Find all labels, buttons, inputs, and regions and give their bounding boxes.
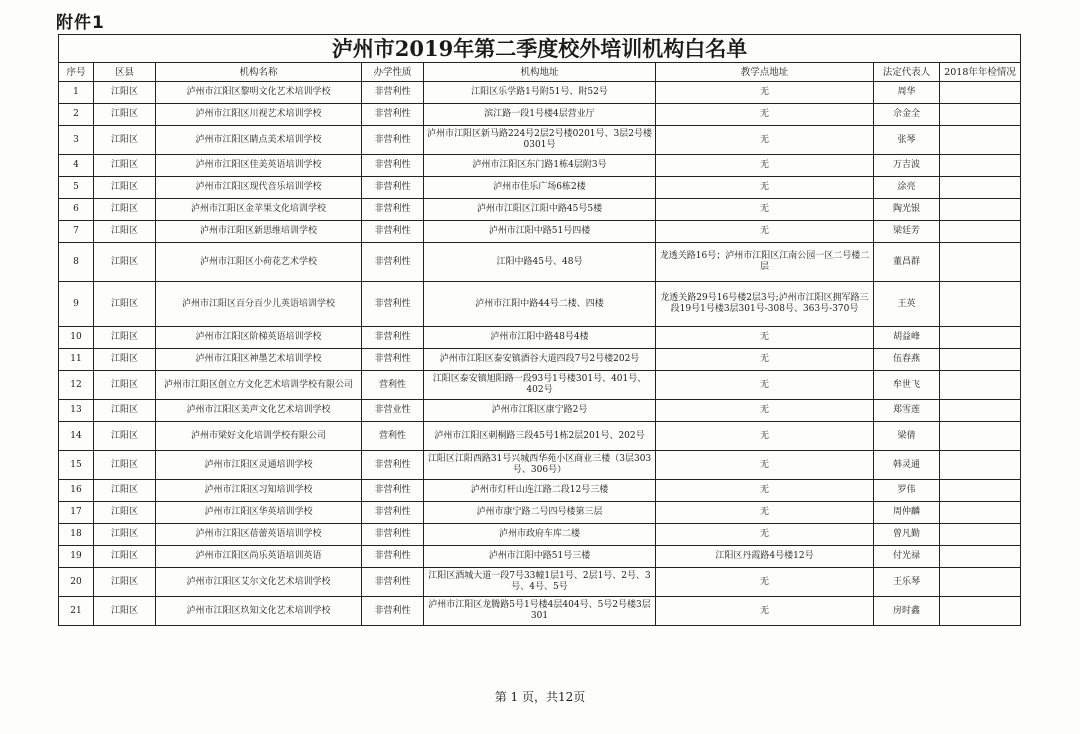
cell-name: 泸州市江阳区新思维培训学校 — [156, 221, 362, 243]
cell-name: 泸州市江阳区神墨艺术培训学校 — [156, 349, 362, 371]
cell-nature: 非营利性 — [362, 502, 424, 524]
cell-name: 泸州市梁好文化培训学校有限公司 — [156, 422, 362, 451]
cell-nature: 非营利性 — [362, 104, 424, 126]
cell-district: 江阳区 — [94, 451, 156, 480]
cell-district: 江阳区 — [94, 199, 156, 221]
table-row — [59, 502, 1021, 524]
cell-district: 江阳区 — [94, 104, 156, 126]
table-row — [59, 282, 1021, 327]
cell-legal-rep: 付光禄 — [874, 546, 940, 568]
cell-district: 江阳区 — [94, 546, 156, 568]
cell-district: 江阳区 — [94, 422, 156, 451]
cell-no: 4 — [59, 155, 94, 177]
cell-legal-rep: 万吉波 — [874, 155, 940, 177]
cell-name: 泸州市江阳区美声文化艺术培训学校 — [156, 400, 362, 422]
cell-no: 16 — [59, 480, 94, 502]
cell-nature: 非营利性 — [362, 349, 424, 371]
table-row — [59, 400, 1021, 422]
cell-no: 19 — [59, 546, 94, 568]
cell-nature: 非营业性 — [362, 400, 424, 422]
cell-inspection — [940, 243, 1021, 282]
cell-address: 泸州市江阳区东门路1栋4层附3号 — [424, 155, 656, 177]
cell-name: 泸州市江阳区艾尔文化艺术培训学校 — [156, 568, 362, 597]
cell-name: 泸州市江阳区创立方文化艺术培训学校有限公司 — [156, 371, 362, 400]
cell-no: 9 — [59, 282, 94, 327]
cell-legal-rep: 曾凡勤 — [874, 524, 940, 546]
cell-legal-rep: 胡益峰 — [874, 327, 940, 349]
page-footer: 第 1 页，共12页 — [494, 690, 586, 704]
cell-district: 江阳区 — [94, 221, 156, 243]
cell-district: 江阳区 — [94, 177, 156, 199]
cell-inspection — [940, 221, 1021, 243]
cell-nature: 非营利性 — [362, 243, 424, 282]
cell-address: 泸州市江阳中路44号二楼、四楼 — [424, 282, 656, 327]
cell-name: 泸州市江阳区睛点美术培训学校 — [156, 126, 362, 155]
cell-inspection — [940, 568, 1021, 597]
cell-address: 泸州市江阳区康宁路2号 — [424, 400, 656, 422]
cell-district: 江阳区 — [94, 371, 156, 400]
cell-address: 滨江路一段1号楼4层营业厅 — [424, 104, 656, 126]
cell-district: 江阳区 — [94, 126, 156, 155]
cell-district: 江阳区 — [94, 597, 156, 626]
cell-address: 江阳区酒城大道一段7号33幢1层1号、2层1号、2号、3号、4号、5号 — [424, 568, 656, 597]
cell-teaching-site: 无 — [656, 221, 874, 243]
cell-nature: 非营利性 — [362, 155, 424, 177]
table-row — [59, 177, 1021, 199]
cell-no: 13 — [59, 400, 94, 422]
cell-district: 江阳区 — [94, 282, 156, 327]
cell-teaching-site: 无 — [656, 480, 874, 502]
cell-teaching-site: 无 — [656, 155, 874, 177]
cell-legal-rep: 董昌群 — [874, 243, 940, 282]
cell-address: 泸州市江阳中路48号4楼 — [424, 327, 656, 349]
table-row — [59, 568, 1021, 597]
cell-teaching-site: 无 — [656, 349, 874, 371]
cell-no: 7 — [59, 221, 94, 243]
cell-no: 2 — [59, 104, 94, 126]
cell-no: 5 — [59, 177, 94, 199]
cell-nature: 非营利性 — [362, 177, 424, 199]
cell-teaching-site: 无 — [656, 104, 874, 126]
cell-inspection — [940, 282, 1021, 327]
header-name: 机构名称 — [156, 63, 362, 82]
header-address: 机构地址 — [424, 63, 656, 82]
cell-inspection — [940, 546, 1021, 568]
cell-name: 泸州市江阳区阶梯英语培训学校 — [156, 327, 362, 349]
cell-teaching-site: 无 — [656, 524, 874, 546]
cell-teaching-site: 无 — [656, 177, 874, 199]
header-nature: 办学性质 — [362, 63, 424, 82]
cell-name: 泸州市江阳区黎明文化艺术培训学校 — [156, 82, 362, 104]
cell-district: 江阳区 — [94, 524, 156, 546]
cell-address: 泸州市江阳区新马路224号2层2号楼0201号、3层2号楼0301号 — [424, 126, 656, 155]
cell-legal-rep: 罗伟 — [874, 480, 940, 502]
table-row — [59, 371, 1021, 400]
cell-legal-rep: 王乐琴 — [874, 568, 940, 597]
cell-inspection — [940, 400, 1021, 422]
cell-inspection — [940, 177, 1021, 199]
table-row — [59, 480, 1021, 502]
cell-name: 泸州市江阳区金苹果文化培训学校 — [156, 199, 362, 221]
header-no: 序号 — [59, 63, 94, 82]
cell-teaching-site: 无 — [656, 568, 874, 597]
cell-nature: 非营利性 — [362, 451, 424, 480]
table-row — [59, 82, 1021, 104]
table-row — [59, 597, 1021, 626]
cell-no: 18 — [59, 524, 94, 546]
cell-legal-rep: 伍春燕 — [874, 349, 940, 371]
table-row — [59, 126, 1021, 155]
cell-teaching-site: 无 — [656, 199, 874, 221]
cell-address: 泸州市江阳中路51号三楼 — [424, 546, 656, 568]
cell-nature: 非营利性 — [362, 524, 424, 546]
cell-inspection — [940, 155, 1021, 177]
cell-legal-rep: 梁倩 — [874, 422, 940, 451]
cell-no: 21 — [59, 597, 94, 626]
header-district: 区县 — [94, 63, 156, 82]
cell-inspection — [940, 371, 1021, 400]
cell-name: 泸州市江阳区佳美英语培训学校 — [156, 155, 362, 177]
cell-teaching-site: 无 — [656, 597, 874, 626]
whitelist-table — [58, 34, 1021, 626]
cell-name: 泸州市江阳区百分百少儿英语培训学校 — [156, 282, 362, 327]
cell-address: 泸州市灯杆山连江路二段12号三楼 — [424, 480, 656, 502]
cell-inspection — [940, 82, 1021, 104]
cell-teaching-site: 龙透关路29号16号楼2层3号;泸州市江阳区拥军路三段19号1号楼3层301号-308号、363号-370号 — [656, 282, 874, 327]
header-legal-rep: 法定代表人 — [874, 63, 940, 82]
cell-nature: 营利性 — [362, 371, 424, 400]
cell-address: 泸州市江阳区江阳中路45号5楼 — [424, 199, 656, 221]
cell-address: 江阳中路45号、48号 — [424, 243, 656, 282]
cell-teaching-site: 无 — [656, 422, 874, 451]
cell-inspection — [940, 480, 1021, 502]
cell-address: 泸州市政府车库二楼 — [424, 524, 656, 546]
cell-no: 6 — [59, 199, 94, 221]
cell-district: 江阳区 — [94, 568, 156, 597]
cell-legal-rep: 梁廷芳 — [874, 221, 940, 243]
cell-nature: 非营利性 — [362, 568, 424, 597]
cell-nature: 非营利性 — [362, 221, 424, 243]
cell-district: 江阳区 — [94, 400, 156, 422]
cell-no: 14 — [59, 422, 94, 451]
header-inspection: 2018年年检情况 — [940, 63, 1021, 82]
cell-nature: 非营利性 — [362, 199, 424, 221]
cell-address: 泸州市江阳中路51号四楼 — [424, 221, 656, 243]
table-row — [59, 221, 1021, 243]
cell-legal-rep: 周华 — [874, 82, 940, 104]
cell-legal-rep: 牟世飞 — [874, 371, 940, 400]
cell-teaching-site: 无 — [656, 502, 874, 524]
cell-nature: 营利性 — [362, 422, 424, 451]
cell-inspection — [940, 524, 1021, 546]
table-row — [59, 199, 1021, 221]
cell-no: 8 — [59, 243, 94, 282]
cell-district: 江阳区 — [94, 349, 156, 371]
table-row — [59, 451, 1021, 480]
cell-legal-rep: 郑雪莲 — [874, 400, 940, 422]
cell-teaching-site: 无 — [656, 82, 874, 104]
cell-no: 12 — [59, 371, 94, 400]
cell-address: 江阳区乐学路1号附51号、附52号 — [424, 82, 656, 104]
cell-district: 江阳区 — [94, 243, 156, 282]
cell-address: 泸州市江阳区刺桐路三段45号1栋2层201号、202号 — [424, 422, 656, 451]
table-row — [59, 104, 1021, 126]
table-row — [59, 155, 1021, 177]
cell-teaching-site: 龙透关路16号；泸州市江阳区江南公园一区二号楼二层 — [656, 243, 874, 282]
cell-name: 泸州市江阳区灵通培训学校 — [156, 451, 362, 480]
cell-inspection — [940, 349, 1021, 371]
cell-nature: 非营利性 — [362, 597, 424, 626]
cell-name: 泸州市江阳区川视艺术培训学校 — [156, 104, 362, 126]
cell-nature: 非营利性 — [362, 82, 424, 104]
cell-address: 泸州市江阳区龙腾路5号1号楼4层404号、5号2号楼3层301 — [424, 597, 656, 626]
cell-inspection — [940, 451, 1021, 480]
table-title: 泸州市2019年第二季度校外培训机构白名单 — [59, 35, 1021, 63]
cell-no: 11 — [59, 349, 94, 371]
cell-name: 泸州市江阳区习知培训学校 — [156, 480, 362, 502]
table-row — [59, 546, 1021, 568]
cell-no: 17 — [59, 502, 94, 524]
cell-inspection — [940, 104, 1021, 126]
cell-name: 泸州市江阳区华英培训学校 — [156, 502, 362, 524]
table-row — [59, 422, 1021, 451]
cell-name: 泸州市江阳区小荷花艺术学校 — [156, 243, 362, 282]
cell-inspection — [940, 199, 1021, 221]
cell-district: 江阳区 — [94, 480, 156, 502]
cell-teaching-site: 无 — [656, 327, 874, 349]
cell-teaching-site: 无 — [656, 400, 874, 422]
cell-nature: 非营利性 — [362, 480, 424, 502]
cell-legal-rep: 涂亮 — [874, 177, 940, 199]
header-row — [59, 63, 1021, 82]
cell-inspection — [940, 126, 1021, 155]
cell-nature: 非营利性 — [362, 546, 424, 568]
cell-no: 20 — [59, 568, 94, 597]
cell-district: 江阳区 — [94, 82, 156, 104]
cell-teaching-site: 江阳区丹霞路4号楼12号 — [656, 546, 874, 568]
cell-teaching-site: 无 — [656, 126, 874, 155]
cell-nature: 非营利性 — [362, 282, 424, 327]
cell-teaching-site: 无 — [656, 371, 874, 400]
table-row — [59, 524, 1021, 546]
cell-legal-rep: 王英 — [874, 282, 940, 327]
cell-name: 泸州市江阳区尚乐英语培训英语 — [156, 546, 362, 568]
cell-no: 1 — [59, 82, 94, 104]
cell-legal-rep: 周仲麟 — [874, 502, 940, 524]
table-row — [59, 243, 1021, 282]
cell-legal-rep: 房时鑫 — [874, 597, 940, 626]
cell-nature: 非营利性 — [362, 126, 424, 155]
cell-address: 江阳区江阳西路31号兴城西华苑小区商业三楼（3层303号、306号） — [424, 451, 656, 480]
cell-teaching-site: 无 — [656, 451, 874, 480]
cell-name: 泸州市江阳区现代音乐培训学校 — [156, 177, 362, 199]
cell-district: 江阳区 — [94, 155, 156, 177]
cell-inspection — [940, 502, 1021, 524]
cell-legal-rep: 陶光银 — [874, 199, 940, 221]
cell-district: 江阳区 — [94, 327, 156, 349]
header-teaching-site: 教学点地址 — [656, 63, 874, 82]
cell-no: 3 — [59, 126, 94, 155]
cell-address: 江阳区泰安镇旭阳路一段93号1号楼301号、401号、402号 — [424, 371, 656, 400]
cell-legal-rep: 佘金全 — [874, 104, 940, 126]
cell-nature: 非营利性 — [362, 327, 424, 349]
cell-address: 泸州市康宁路二号四号楼第三层 — [424, 502, 656, 524]
cell-address: 泸州市佳乐广场6栋2楼 — [424, 177, 656, 199]
cell-legal-rep: 韩灵通 — [874, 451, 940, 480]
cell-name: 泸州市江阳区蓓蕾英语培训学校 — [156, 524, 362, 546]
attachment-label: 附件1 — [56, 13, 105, 33]
cell-inspection — [940, 422, 1021, 451]
cell-inspection — [940, 597, 1021, 626]
cell-no: 15 — [59, 451, 94, 480]
cell-no: 10 — [59, 327, 94, 349]
cell-name: 泸州市江阳区玖知文化艺术培训学校 — [156, 597, 362, 626]
cell-address: 泸州市江阳区泰安镇酒谷大道四段7号2号楼202号 — [424, 349, 656, 371]
cell-inspection — [940, 327, 1021, 349]
table-row — [59, 327, 1021, 349]
table-row — [59, 349, 1021, 371]
cell-legal-rep: 张琴 — [874, 126, 940, 155]
cell-district: 江阳区 — [94, 502, 156, 524]
